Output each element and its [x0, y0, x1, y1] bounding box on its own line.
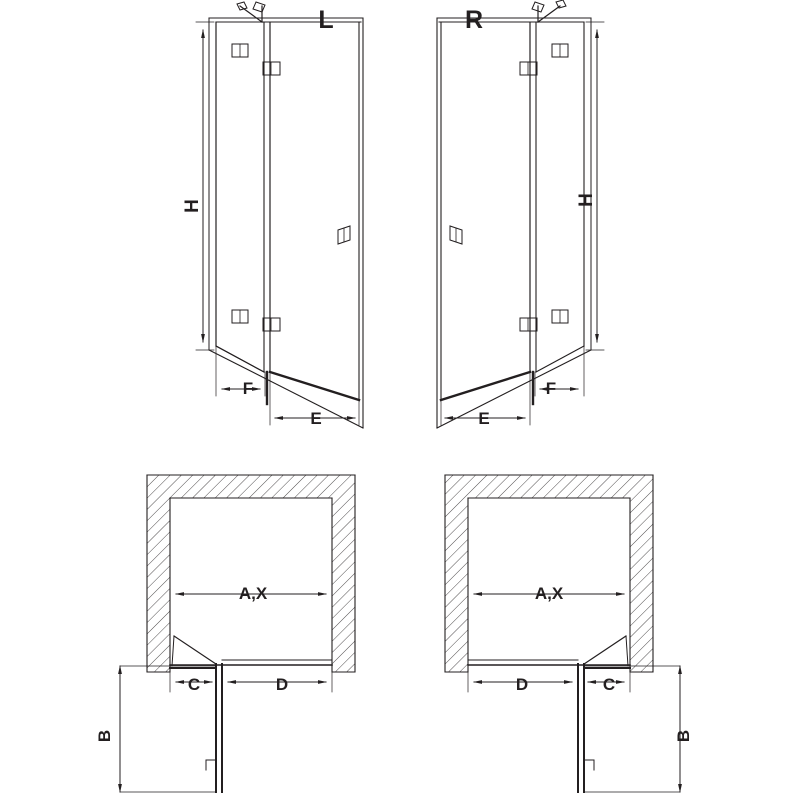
plan-right-view	[445, 475, 680, 792]
dimension-label-b-left: B	[95, 729, 114, 743]
variant-label-right: R	[464, 6, 484, 34]
dimension-label-e-left: E	[310, 409, 322, 428]
dimension-label-f-left: F	[242, 379, 254, 398]
plan-left-view	[120, 475, 355, 792]
dimension-label-e-right: E	[478, 409, 490, 428]
dimension-label-ax-left: A,X	[238, 584, 268, 603]
elevation-right-view	[437, 0, 604, 428]
elevation-left-view	[196, 2, 363, 428]
dimension-label-d-left: D	[275, 675, 289, 694]
dimension-label-b-right: B	[674, 729, 693, 743]
dimension-label-ax-right: A,X	[534, 584, 564, 603]
dimension-label-f-right: F	[545, 379, 557, 398]
dimension-label-c-left: C	[187, 675, 201, 694]
dimension-label-c-right: C	[602, 675, 616, 694]
dimension-label-h-right: H	[576, 193, 597, 207]
variant-label-left: L	[318, 6, 334, 34]
dimension-label-h-left: H	[182, 199, 203, 213]
dimension-label-d-right: D	[515, 675, 529, 694]
